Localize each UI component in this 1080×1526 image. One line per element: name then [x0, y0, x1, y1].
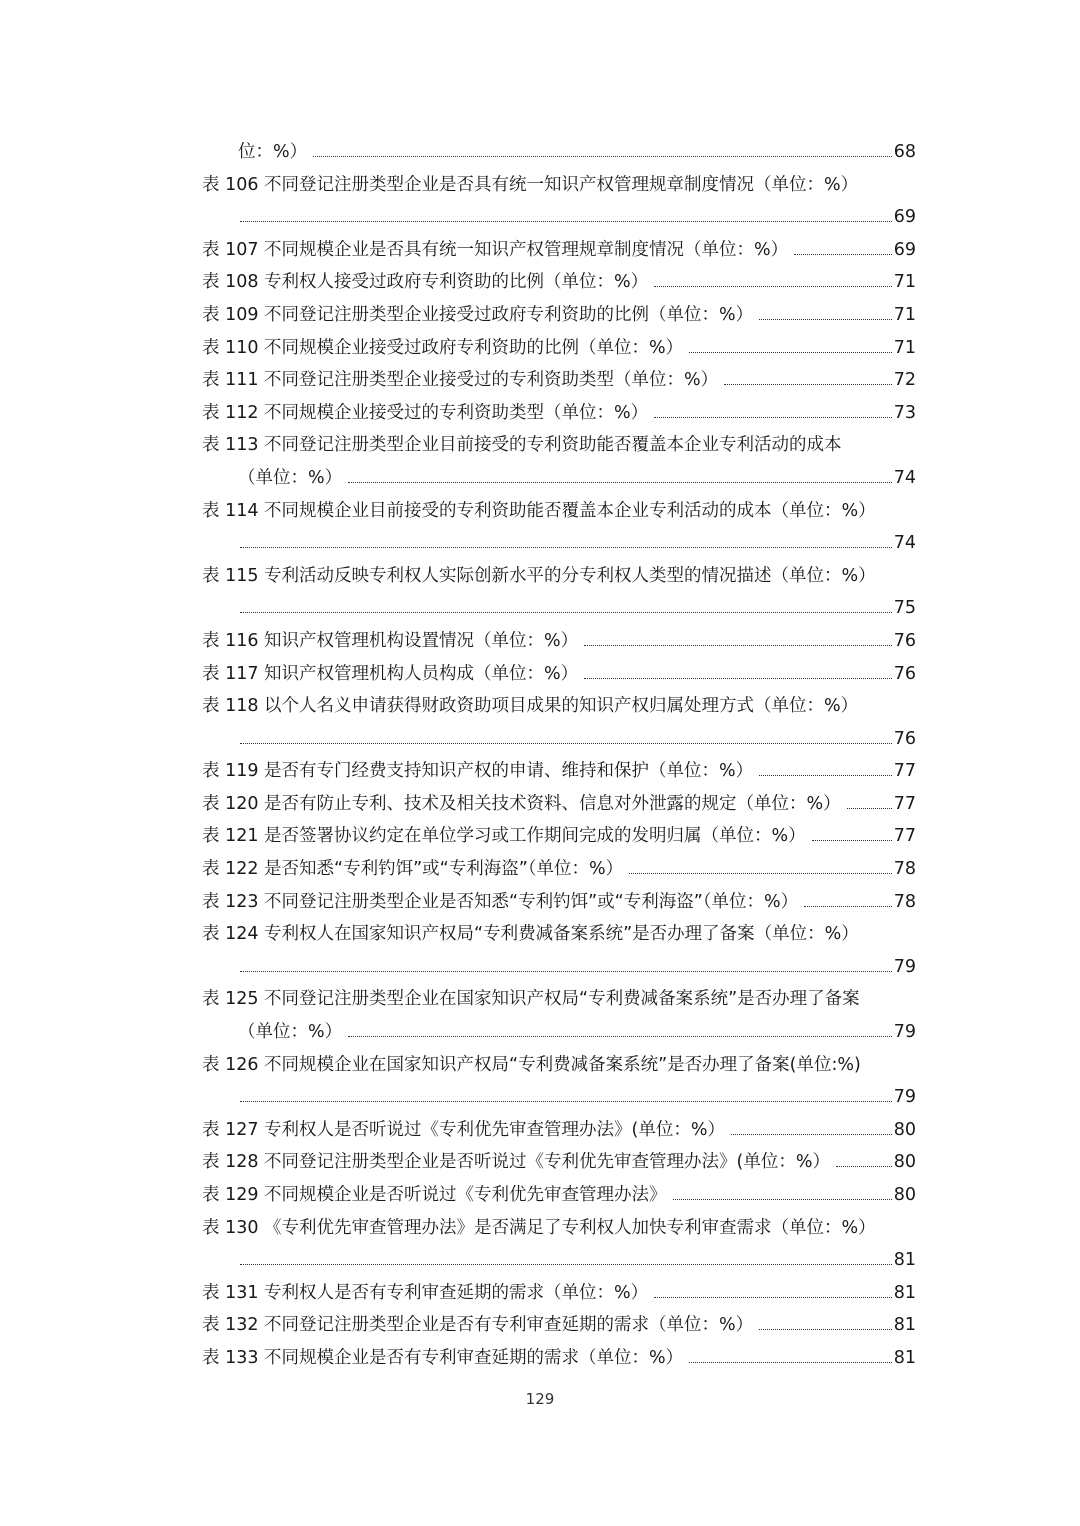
toc-entry-page: 80	[893, 1119, 916, 1140]
toc-entry[interactable]	[202, 658, 916, 691]
toc-entry[interactable]	[202, 886, 916, 919]
toc-entry[interactable]	[202, 1212, 916, 1277]
dot-leader	[240, 220, 892, 222]
toc-entry[interactable]	[202, 690, 916, 755]
toc-entry-page: 72	[893, 370, 916, 391]
page-number: 129	[525, 1390, 555, 1408]
toc-entry-page: 81	[893, 1347, 916, 1368]
toc-entry-title: 表 118 以个人名义申请获得财政资助项目成果的知识产权归属处理方式（单位：%）	[202, 696, 859, 717]
table-of-contents	[202, 136, 916, 1375]
dot-leader	[348, 1035, 892, 1037]
dot-leader	[689, 351, 892, 353]
toc-entry-title: 表 128 不同登记注册类型企业是否听说过《专利优先审查管理办法》(单位：%）	[202, 1152, 830, 1173]
toc-entry-page: 71	[893, 337, 916, 358]
toc-entry[interactable]	[202, 299, 916, 332]
toc-entry[interactable]	[202, 918, 916, 983]
toc-entry-title: 表 113 不同登记注册类型企业目前接受的专利资助能否覆盖本企业专利活动的成本	[202, 435, 842, 456]
dot-leader	[759, 318, 892, 320]
toc-entry[interactable]	[202, 1277, 916, 1310]
toc-entry-title: 表 114 不同规模企业目前接受的专利资助能否覆盖本企业专利活动的成本（单位：%）	[202, 500, 876, 521]
toc-entry-page: 77	[893, 826, 916, 847]
toc-entry[interactable]	[202, 788, 916, 821]
dot-leader	[759, 774, 892, 776]
toc-entry-page: 69	[893, 207, 916, 228]
toc-entry[interactable]	[202, 332, 916, 365]
toc-entry-page: 79	[893, 956, 916, 977]
toc-entry-page: 81	[893, 1315, 916, 1336]
toc-entry[interactable]	[202, 266, 916, 299]
toc-entry-title: 表 121 是否签署协议约定在单位学习或工作期间完成的发明归属（单位：%）	[202, 826, 806, 847]
toc-entry[interactable]	[202, 560, 916, 625]
dot-leader	[689, 1361, 892, 1363]
toc-entry-page: 68	[893, 142, 916, 162]
toc-entry-title: 表 120 是否有防止专利、技术及相关技术资料、信息对外泄露的规定（单位：%）	[202, 793, 841, 814]
toc-entry-page: 76	[893, 728, 916, 749]
toc-entry-title: 表 110 不同规模企业接受过政府专利资助的比例（单位：%）	[202, 337, 684, 358]
dot-leader	[240, 970, 892, 972]
toc-entry-title: 表 112 不同规模企业接受过的专利资助类型（单位：%）	[202, 402, 649, 423]
dot-leader	[759, 1328, 892, 1330]
toc-entry-title: 表 106 不同登记注册类型企业是否具有统一知识产权管理规章制度情况（单位：%）	[202, 174, 859, 195]
dot-leader	[240, 742, 892, 744]
toc-entry-title: 表 115 专利活动反映专利权人实际创新水平的分专利权人类型的情况描述（单位：%）	[202, 565, 876, 586]
toc-entry-title: 表 117 知识产权管理机构人员构成（单位：%）	[202, 663, 579, 684]
toc-entry-title: 表 133 不同规模企业是否有专利审查延期的需求（单位：%）	[202, 1347, 684, 1368]
toc-entry-title: 表 130 《专利优先审查管理办法》是否满足了专利权人加快专利审查需求（单位：%）	[202, 1217, 876, 1238]
toc-entry[interactable]	[202, 1309, 916, 1342]
toc-entry-title: 表 122 是否知悉“专利钓饵”或“专利海盗”（单位：%）	[202, 859, 624, 880]
toc-entry[interactable]	[202, 397, 916, 430]
toc-entry-page: 79	[893, 1087, 916, 1108]
toc-entry-title: 表 107 不同规模企业是否具有统一知识产权管理规章制度情况（单位：%）	[202, 239, 789, 260]
toc-entry-page: 76	[893, 630, 916, 651]
dot-leader	[731, 1133, 892, 1135]
toc-entry[interactable]	[202, 820, 916, 853]
toc-entry-page: 78	[893, 859, 916, 880]
toc-entry[interactable]	[202, 429, 916, 494]
dot-leader	[584, 677, 892, 679]
toc-entry-title: 表 108 专利权人接受过政府专利资助的比例（单位：%）	[202, 272, 649, 293]
dot-leader	[794, 253, 892, 255]
toc-entry-page: 71	[893, 272, 916, 293]
toc-entry[interactable]	[202, 625, 916, 658]
toc-entry-title-cont: 位：%）	[238, 142, 308, 162]
toc-entry-page: 74	[893, 467, 916, 488]
toc-entry-page: 78	[893, 891, 916, 912]
toc-entry[interactable]	[202, 755, 916, 788]
toc-entry-title: 表 123 不同登记注册类型企业是否知悉“专利钓饵”或“专利海盗”（单位：%）	[202, 891, 799, 912]
toc-entry[interactable]	[202, 1342, 916, 1375]
toc-entry-page: 77	[893, 793, 916, 814]
toc-entry[interactable]	[202, 1114, 916, 1147]
toc-entry-page: 80	[893, 1152, 916, 1173]
toc-entry-title: 表 132 不同登记注册类型企业是否有专利审查延期的需求（单位：%）	[202, 1315, 754, 1336]
dot-leader	[654, 1296, 892, 1298]
toc-entry-title-cont: （单位：%）	[238, 1022, 343, 1043]
toc-entry-title: 表 131 专利权人是否有专利审查延期的需求（单位：%）	[202, 1282, 649, 1303]
toc-entry-page: 80	[893, 1185, 916, 1205]
dot-leader	[847, 807, 892, 809]
dot-leader	[584, 644, 892, 646]
dot-leader	[654, 285, 892, 287]
toc-entry-title: 表 109 不同登记注册类型企业接受过政府专利资助的比例（单位：%）	[202, 304, 754, 325]
toc-entry[interactable]	[202, 853, 916, 886]
toc-entry[interactable]	[202, 136, 916, 169]
toc-entry-title: 表 126 不同规模企业在国家知识产权局“专利费减备案系统”是否办理了备案(单位:%)	[202, 1054, 861, 1075]
toc-entry[interactable]	[202, 1049, 916, 1114]
toc-entry-page: 69	[893, 239, 916, 260]
dot-leader	[654, 416, 892, 418]
toc-entry[interactable]	[202, 1146, 916, 1179]
toc-entry-title: 表 111 不同登记注册类型企业接受过的专利资助类型（单位：%）	[202, 370, 719, 391]
dot-leader	[240, 546, 892, 548]
toc-entry[interactable]	[202, 234, 916, 267]
toc-entry[interactable]	[202, 364, 916, 397]
toc-entry-page: 76	[893, 663, 916, 684]
dot-leader	[240, 611, 892, 613]
dot-leader	[836, 1165, 892, 1167]
toc-entry-title: 表 119 是否有专门经费支持知识产权的申请、维持和保护（单位：%）	[202, 761, 754, 782]
toc-entry-title-cont: （单位：%）	[238, 467, 343, 488]
toc-entry-page: 75	[893, 598, 916, 619]
dot-leader	[240, 1263, 892, 1265]
toc-entry-page: 73	[893, 402, 916, 423]
toc-entry-title: 表 129 不同规模企业是否听说过《专利优先审查管理办法》	[202, 1185, 667, 1205]
dot-leader	[673, 1198, 892, 1200]
toc-entry-title: 表 116 知识产权管理机构设置情况（单位：%）	[202, 630, 579, 651]
toc-entry-title: 表 125 不同登记注册类型企业在国家知识产权局“专利费减备案系统”是否办理了备案	[202, 989, 860, 1010]
toc-entry-title: 表 124 专利权人在国家知识产权局“专利费减备案系统”是否办理了备案（单位：%）	[202, 924, 859, 945]
toc-entry-page: 74	[893, 533, 916, 554]
dot-leader	[804, 905, 892, 907]
toc-entry-page: 81	[893, 1282, 916, 1303]
dot-leader	[348, 481, 892, 483]
dot-leader	[629, 872, 892, 874]
toc-entry[interactable]	[202, 495, 916, 560]
toc-entry-page: 77	[893, 761, 916, 782]
toc-entry-page: 71	[893, 304, 916, 325]
toc-entry[interactable]	[202, 983, 916, 1048]
toc-entry[interactable]	[202, 169, 916, 234]
dot-leader	[240, 1100, 892, 1102]
toc-entry[interactable]	[202, 1179, 916, 1212]
toc-entry-page: 81	[893, 1250, 916, 1271]
dot-leader	[724, 383, 892, 385]
dot-leader	[313, 155, 892, 157]
toc-entry-title: 表 127 专利权人是否听说过《专利优先审查管理办法》(单位：%）	[202, 1119, 725, 1140]
dot-leader	[812, 839, 892, 841]
toc-entry-page: 79	[893, 1022, 916, 1043]
